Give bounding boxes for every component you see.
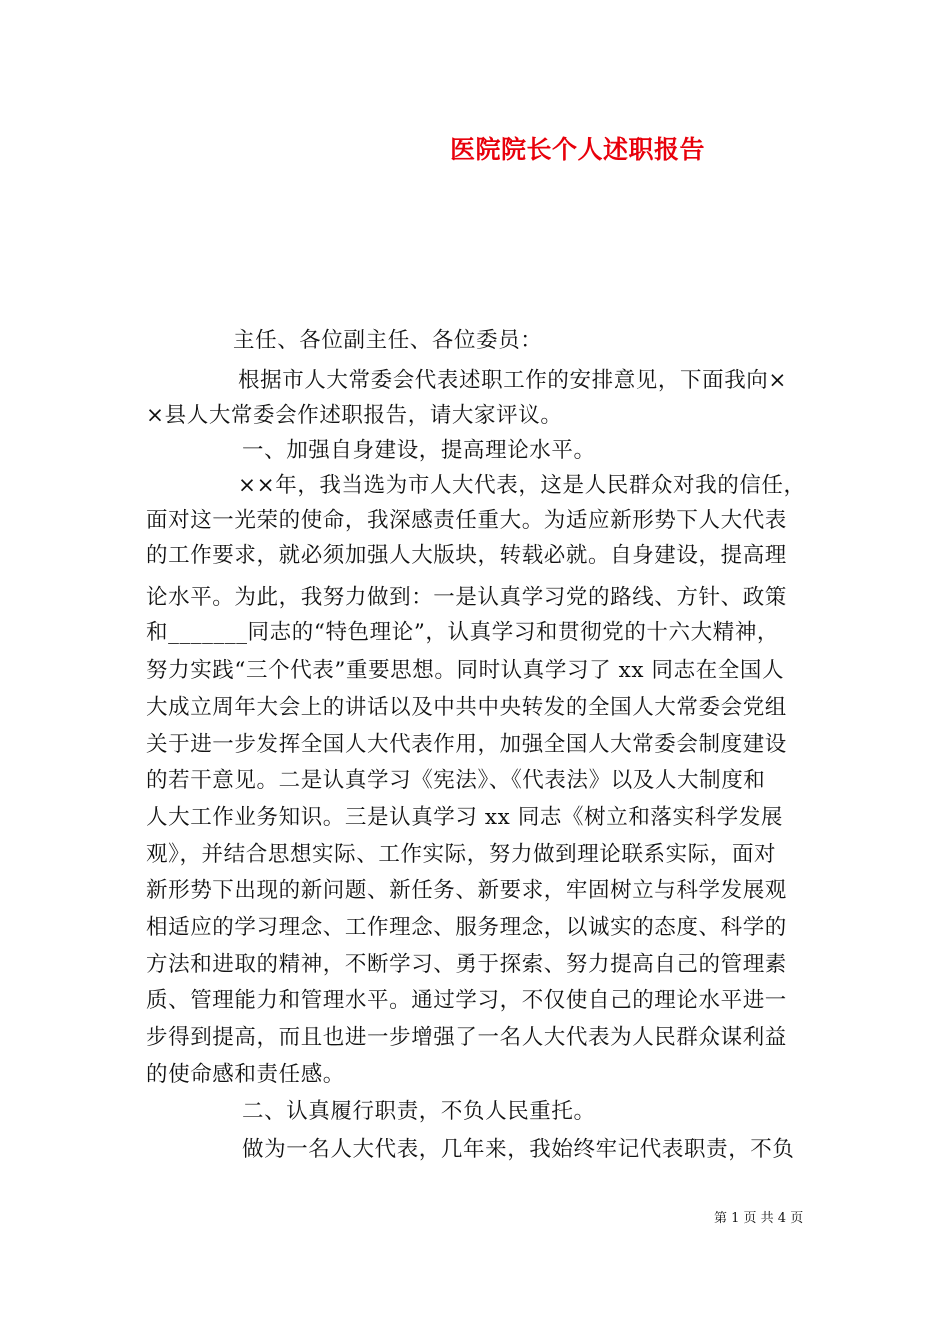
salutation-line: 主任、各位副主任、各位委员： [233, 328, 543, 353]
body-line: 论水平。为此，我努力做到：一是认真学习党的路线、方针、政策 [146, 585, 787, 610]
body-line: 新形势下出现的新问题、新任务、新要求，牢固树立与科学发展观 [146, 878, 787, 903]
body-line: 根据市人大常委会代表述职工作的安排意见，下面我向× [238, 368, 788, 393]
body-line: 的若干意见。二是认真学习《宪法》、《代表法》以及人大制度和 [146, 768, 766, 793]
body-line: 观》，并结合思想实际、工作实际，努力做到理论联系实际，面对 [146, 842, 777, 867]
section-heading: 一、加强自身建设，提高理论水平。 [242, 438, 596, 463]
body-line: 和_______同志的“特色理论”，认真学习和贯彻党的十六大精神， [146, 620, 780, 645]
body-line: 质、管理能力和管理水平。通过学习，不仅使自己的理论水平进一 [146, 988, 787, 1013]
body-line: ×县人大常委会作述职报告，请大家评议。 [146, 403, 563, 428]
body-line: 大成立周年大会上的讲话以及中共中央转发的全国人大常委会党组 [146, 695, 787, 720]
section-heading: 二、认真履行职责，不负人民重托。 [242, 1099, 596, 1124]
body-line: 关于进一步发挥全国人大代表作用，加强全国人大常委会制度建设 [146, 732, 787, 757]
body-line: 面对这一光荣的使命，我深感责任重大。为适应新形势下人大代表 [146, 508, 787, 533]
body-line: 做为一名人大代表，几年来，我始终牢记代表职责，不负 [242, 1137, 795, 1162]
body-line: 努力实践“三个代表”重要思想。同时认真学习了 xx 同志在全国人 [146, 658, 785, 683]
document-title: 医院院长个人述职报告 [450, 135, 706, 164]
body-line: 相适应的学习理念、工作理念、服务理念，以诚实的态度、科学的 [146, 915, 787, 940]
page-number-footer: 第 1 页 共 4 页 [714, 1211, 804, 1226]
body-line: ××年，我当选为市人大代表，这是人民群众对我的信任， [238, 473, 806, 498]
body-line: 人大工作业务知识。三是认真学习 xx 同志《树立和落实科学发展 [146, 805, 784, 830]
body-line: 的工作要求，就必须加强人大版块，转载必就。自身建设，提高理 [146, 543, 787, 568]
body-line: 步得到提高，而且也进一步增强了一名人大代表为人民群众谋利益 [146, 1025, 787, 1050]
body-line: 方法和进取的精神，不断学习、勇于探索、努力提高自己的管理素 [146, 952, 787, 977]
body-line: 的使命感和责任感。 [146, 1062, 345, 1087]
